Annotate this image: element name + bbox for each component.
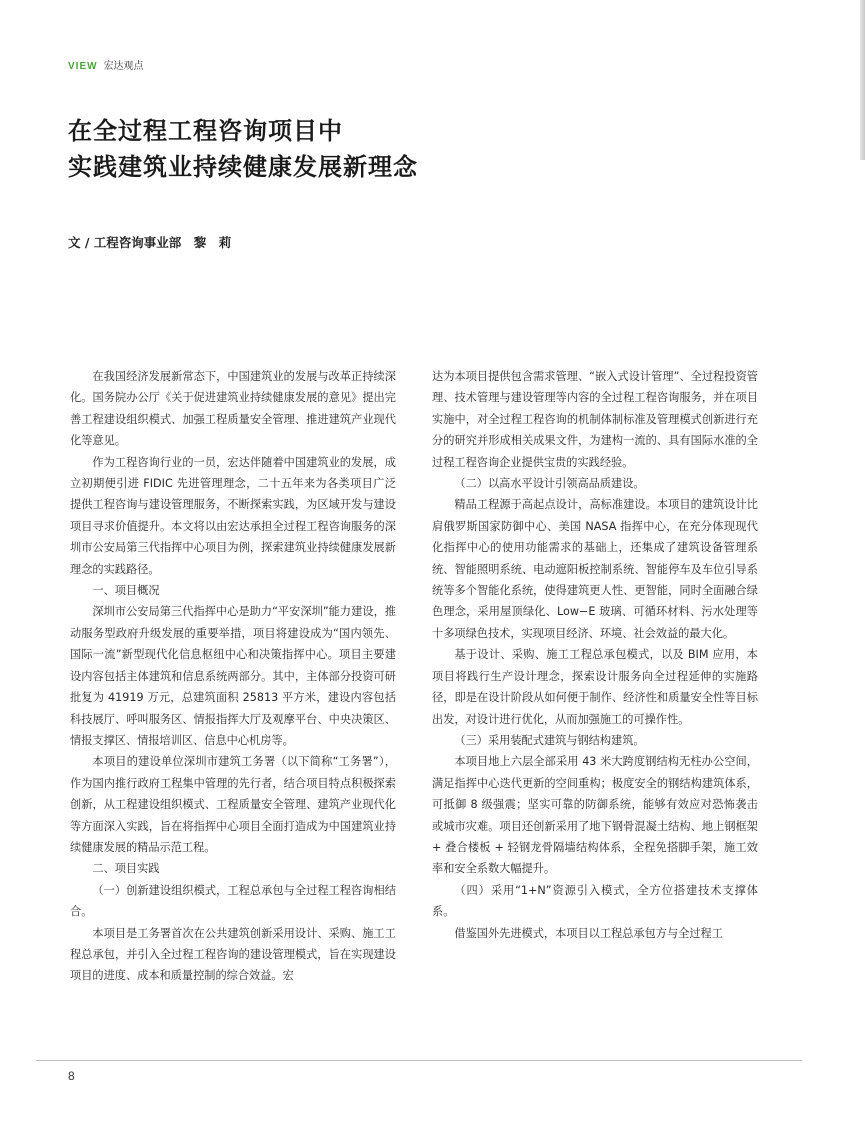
section-tag-cn: 宏达观点 [103, 61, 144, 72]
article-title-line-1: 在全过程工程咨询项目中 [68, 117, 343, 145]
subsection-heading: （四）采用“1+N”资源引入模式，全方位搭建技术支撑体系。 [432, 883, 758, 919]
paragraph: 深圳市公安局第三代指挥中心是助力“平安深圳”能力建设，推动服务型政府升级发展的重要举措，项目将建设成为“国内领先、国际一流”新型现代化信息枢纽中心和决策指挥中心。项目主要建设内容包括主体建筑和信息系统两部分。其中，主体部分投资可研批复为 41919 万元，总建筑面积 25813 平方米，建设内容包括科技展厅、呼叫服务区、情报指挥大厅及观摩平台、中央决策区、情报支撑区、情报培训区、信息中心机房等。 [70, 605, 396, 747]
article-title [68, 113, 418, 185]
paragraph: 借鉴国外先进模式，本项目以工程总承包方与全过程工 [454, 926, 723, 940]
section-tag-en: VIEW [68, 61, 98, 72]
paragraph: 精品工程源于高起点设计，高标准建设。本项目的建筑设计比肩俄罗斯国家防御中心、美国 NASA 指挥中心，在充分体现现代化指挥中心的使用功能需求的基础上，还集成了建筑设备管理系统、智能照明系统、电动遮阳板控制系统、智能停车及车位引导系统等多个智能化系统，使得建筑更人性、更智能，同时全面融合绿色理念，采用屋顶绿化、Low−E 玻璃、可循环材料、污水处理等十多项绿色技术，实现项目经济、环境、社会效益的最大化。 [432, 498, 758, 640]
paragraph: 基于设计、采购、施工工程总承包模式，以及 BIM 应用，本项目将践行生产设计理念，探索设计服务向全过程延伸的实施路径，即是在设计阶段从如何便于制作、经济性和质量安全性等目标出发，对设计进行优化，从而加强施工的可操作性。 [432, 648, 758, 726]
article-author: 文 / 工程咨询事业部 黎 莉 [68, 235, 232, 250]
section-tag [68, 60, 144, 74]
paragraph: 本项目的建设单位深圳市建筑工务署（以下简称“工务署”），作为国内推行政府工程集中管理的先行者，结合项目特点积极探索创新，从工程建设组织模式、工程质量安全管理、建筑产业现代化等方面深入实践，旨在将指挥中心项目全面打造成为中国建筑业持续健康发展的精品示范工程。 [70, 755, 396, 854]
paragraph: 本项目是工务署首次在公共建筑创新采用设计、采购、施工工程总承包，并引入全过程工程咨询的建设管理模式，旨在实现建设项目的进度、成本和质量控制的综合效益。宏 [70, 926, 396, 983]
article-title-line-2: 实践建筑业持续健康发展新理念 [68, 153, 418, 181]
paragraph-continuation: 达为本项目提供包含需求管理、“嵌入式设计管理”、全过程投资管理、技术管理与建设管理等内容的全过程工程咨询服务，并在项目实施中，对全过程工程咨询的机制体制标准及管理模式创新进行充分的研究并形成相关成果文件，为建构一流的、具有国际水准的全过程工程咨询企业提供宝贵的实践经验。 [432, 370, 758, 469]
subsection-heading: （一）创新建设组织模式，工程总承包与全过程工程咨询相结合。 [70, 883, 396, 919]
subsection-heading: （三）采用装配式建筑与钢结构建筑。 [454, 733, 645, 747]
paragraph: 在我国经济发展新常态下，中国建筑业的发展与改革正持续深化。国务院办公厅《关于促进建筑业持续健康发展的意见》提出完善工程建设组织模式、加强工程质量安全管理、推进建筑产业现代化等意见。 [70, 370, 396, 448]
paragraph: 作为工程咨询行业的一员，宏达伴随着中国建筑业的发展，成立初期便引进 FIDIC 先进管理理念，二十五年来为各类项目广泛提供工程咨询与建设管理服务，不断探索实践，为区域开发与建设项目寻求价值提升。本文将以由宏达承担全过程工程咨询服务的深圳市公安局第三代指挥中心项目为例，探索建筑业持续健康发展新理念的实践路径。 [70, 455, 396, 576]
page-binding-edge [860, 0, 865, 160]
page-number: 8 [68, 1069, 75, 1083]
left-column [70, 366, 396, 987]
section-heading: 二、项目实践 [92, 862, 160, 876]
paragraph: 本项目地上六层全部采用 43 米大跨度钢结构无柱办公空间，满足指挥中心迭代更新的空间重构；极度安全的钢结构建筑体系，可抵御 8 级强震；坚实可靠的防御系统，能够有效应对恐怖袭击或城市灾难。项目还创新采用了地下钢骨混凝土结构、地上钢框架 + 叠合楼板 + 轻钢龙骨隔墙结构体系，全程免搭脚手架，施工效率和安全系数大幅提升。 [432, 755, 758, 876]
right-column [432, 366, 758, 944]
section-heading: 一、项目概况 [92, 584, 160, 598]
subsection-heading: （二）以高水平设计引领高品质建设。 [454, 477, 645, 491]
footer-divider [36, 1060, 802, 1061]
